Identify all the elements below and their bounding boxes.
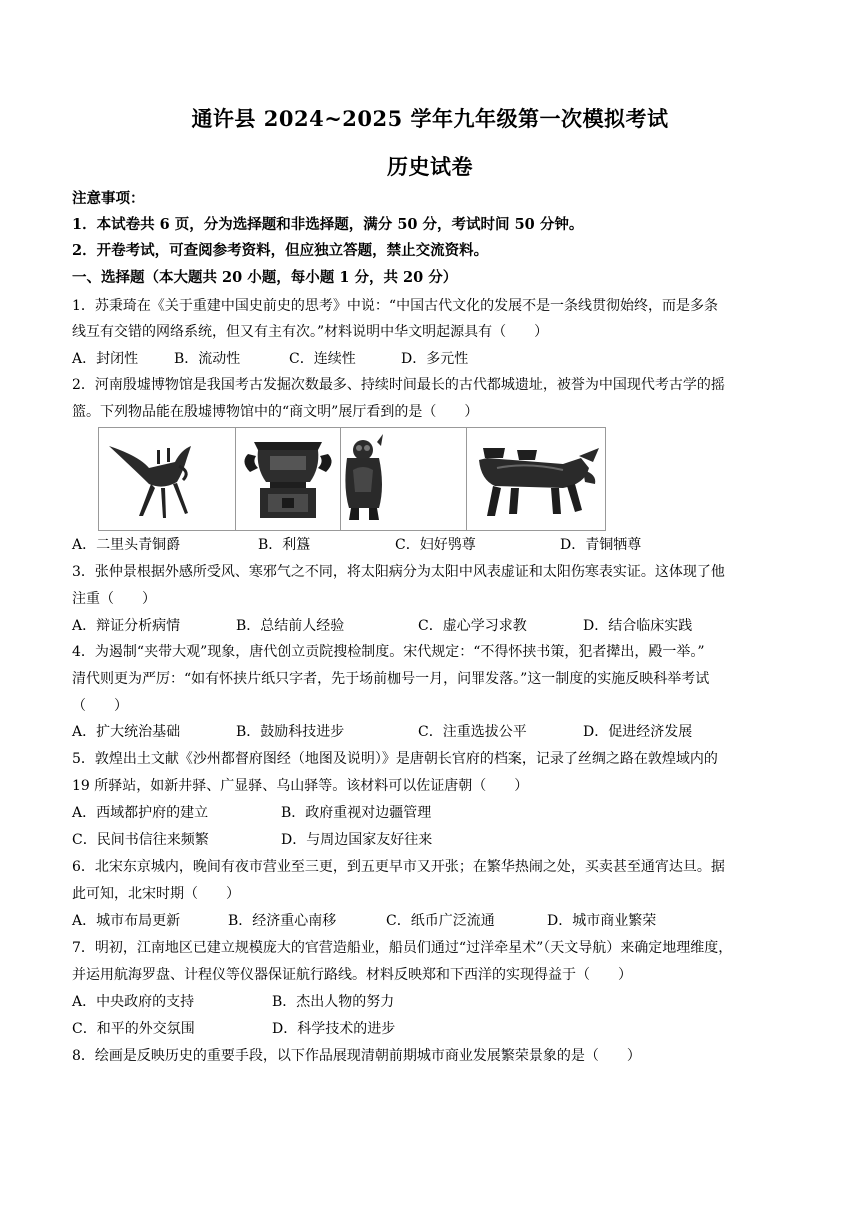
option-c[interactable]: C．虚心学习求教 bbox=[418, 618, 527, 634]
question-4-text: 清代则更为严厉：“如有怀挟片纸只字者，先于场前枷号一月，问罪发落。”这一制度的实施反映科举考试 bbox=[72, 671, 710, 687]
option-c[interactable]: C．妇好鸮尊 bbox=[395, 537, 476, 553]
question-4-text: （ ） bbox=[72, 698, 128, 714]
figure-ox-zun bbox=[467, 428, 605, 530]
option-c[interactable]: C．和平的外交氛围 bbox=[72, 1021, 195, 1037]
option-d[interactable]: D．促进经济发展 bbox=[583, 724, 693, 740]
question-6-text: 此可知，北宋时期（ ） bbox=[72, 886, 240, 902]
option-a[interactable]: A．二里头青铜爵 bbox=[72, 537, 181, 553]
notice-item: 1．本试卷共 6 页，分为选择题和非选择题，满分 50 分，考试时间 50 分钟。 bbox=[72, 216, 584, 233]
question-2-text: 篮。下列物品能在殷墟博物馆中的“商文明”展厅看到的是（ ） bbox=[72, 404, 479, 420]
question-1-text: 线互有交错的网络系统，但又有主有次。”材料说明中华文明起源具有（ ） bbox=[72, 324, 549, 340]
figure-bronze-jue bbox=[99, 428, 236, 530]
option-b[interactable]: B．总结前人经验 bbox=[236, 618, 345, 634]
option-a[interactable]: A．中央政府的支持 bbox=[72, 994, 195, 1010]
option-c[interactable]: C．注重选拔公平 bbox=[418, 724, 527, 740]
option-a[interactable]: A．封闭性 bbox=[72, 351, 139, 367]
question-4-text: 4．为遏制“夹带大观”现象，唐代创立贡院搜检制度。宋代规定：“不得怀挟书策，犯者撵出，殿一举。” bbox=[72, 644, 705, 660]
option-a[interactable]: A．西域都护府的建立 bbox=[72, 805, 209, 821]
figure-li-gui bbox=[236, 428, 341, 530]
question-5-text: 5．敦煌出土文献《沙州都督府图经（地图及说明）》是唐朝长官府的档案，记录了丝绸之路在敦煌域内的 bbox=[72, 751, 718, 767]
option-b[interactable]: B．经济重心南移 bbox=[228, 913, 337, 929]
option-d[interactable]: D．多元性 bbox=[401, 351, 469, 367]
question-1-text: 1．苏秉琦在《关于重建中国史前史的思考》中说：“中国古代文化的发展不是一条线贯彻始终，而是多条 bbox=[72, 298, 719, 314]
option-a[interactable]: A．扩大统治基础 bbox=[72, 724, 181, 740]
question-3-text: 注重（ ） bbox=[72, 591, 156, 607]
option-b[interactable]: B．流动性 bbox=[174, 351, 241, 367]
bronze-jue-icon bbox=[99, 428, 235, 528]
option-c[interactable]: C．连续性 bbox=[289, 351, 356, 367]
question-7-text: 7．明初，江南地区已建立规模庞大的官营造船业，船员们通过“过洋牵星术”（天文导航）来确定地理维度， bbox=[72, 940, 733, 956]
option-b[interactable]: B．鼓励科技进步 bbox=[236, 724, 345, 740]
question-7-text: 并运用航海罗盘、计程仪等仪器保证航行路线。材料反映郑和下西洋的实现得益于（ ） bbox=[72, 967, 632, 983]
question-6-text: 6．北宋东京城内，晚间有夜市营业至三更，到五更早市又开张；在繁华热闹之处，买卖甚至通宵达旦。据 bbox=[72, 859, 725, 875]
option-b[interactable]: B．政府重视对边疆管理 bbox=[281, 805, 432, 821]
option-d[interactable]: D．青铜牺尊 bbox=[560, 537, 642, 553]
li-gui-icon bbox=[236, 428, 340, 528]
question-3-text: 3．张仲景根据外感所受风、寒邪气之不同，将太阳病分为太阳中风表虚证和太阳伤寒表实证。这体现了他 bbox=[72, 564, 725, 580]
question-5-text: 19 所驿站，如新井驿、广显驿、乌山驿等。该材料可以佐证唐朝（ ） bbox=[72, 778, 529, 794]
option-a[interactable]: A．辩证分析病情 bbox=[72, 618, 181, 634]
artifact-figure-row bbox=[98, 427, 606, 531]
question-2-text: 2．河南殷墟博物馆是我国考古发掘次数最多、持续时间最长的古代都城遗址，被誉为中国现代考古学的摇 bbox=[72, 377, 725, 393]
option-c[interactable]: C．纸币广泛流通 bbox=[386, 913, 495, 929]
notice-item: 2．开卷考试，可查阅参考资料，但应独立答题，禁止交流资料。 bbox=[72, 242, 489, 259]
option-c[interactable]: C．民间书信往来频繁 bbox=[72, 832, 209, 848]
option-b[interactable]: B．利簋 bbox=[258, 537, 311, 553]
owl-zun-icon bbox=[341, 428, 467, 528]
exam-subtitle: 历史试卷 bbox=[387, 154, 473, 179]
figure-owl-zun bbox=[341, 428, 468, 530]
section-heading: 一、选择题（本大题共 20 小题，每小题 1 分，共 20 分） bbox=[72, 269, 458, 286]
option-a[interactable]: A．城市布局更新 bbox=[72, 913, 181, 929]
ox-zun-icon bbox=[467, 428, 605, 528]
question-8-text: 8．绘画是反映历史的重要手段，以下作品展现清朝前期城市商业发展繁荣景象的是（ ） bbox=[72, 1048, 641, 1064]
option-d[interactable]: D．与周边国家友好往来 bbox=[281, 832, 433, 848]
option-b[interactable]: B．杰出人物的努力 bbox=[272, 994, 395, 1010]
notice-heading: 注意事项： bbox=[72, 190, 145, 207]
option-d[interactable]: D．城市商业繁荣 bbox=[547, 913, 657, 929]
option-d[interactable]: D．结合临床实践 bbox=[583, 618, 693, 634]
exam-title: 通许县 2024~2025 学年九年级第一次模拟考试 bbox=[191, 106, 669, 131]
option-d[interactable]: D．科学技术的进步 bbox=[272, 1021, 396, 1037]
